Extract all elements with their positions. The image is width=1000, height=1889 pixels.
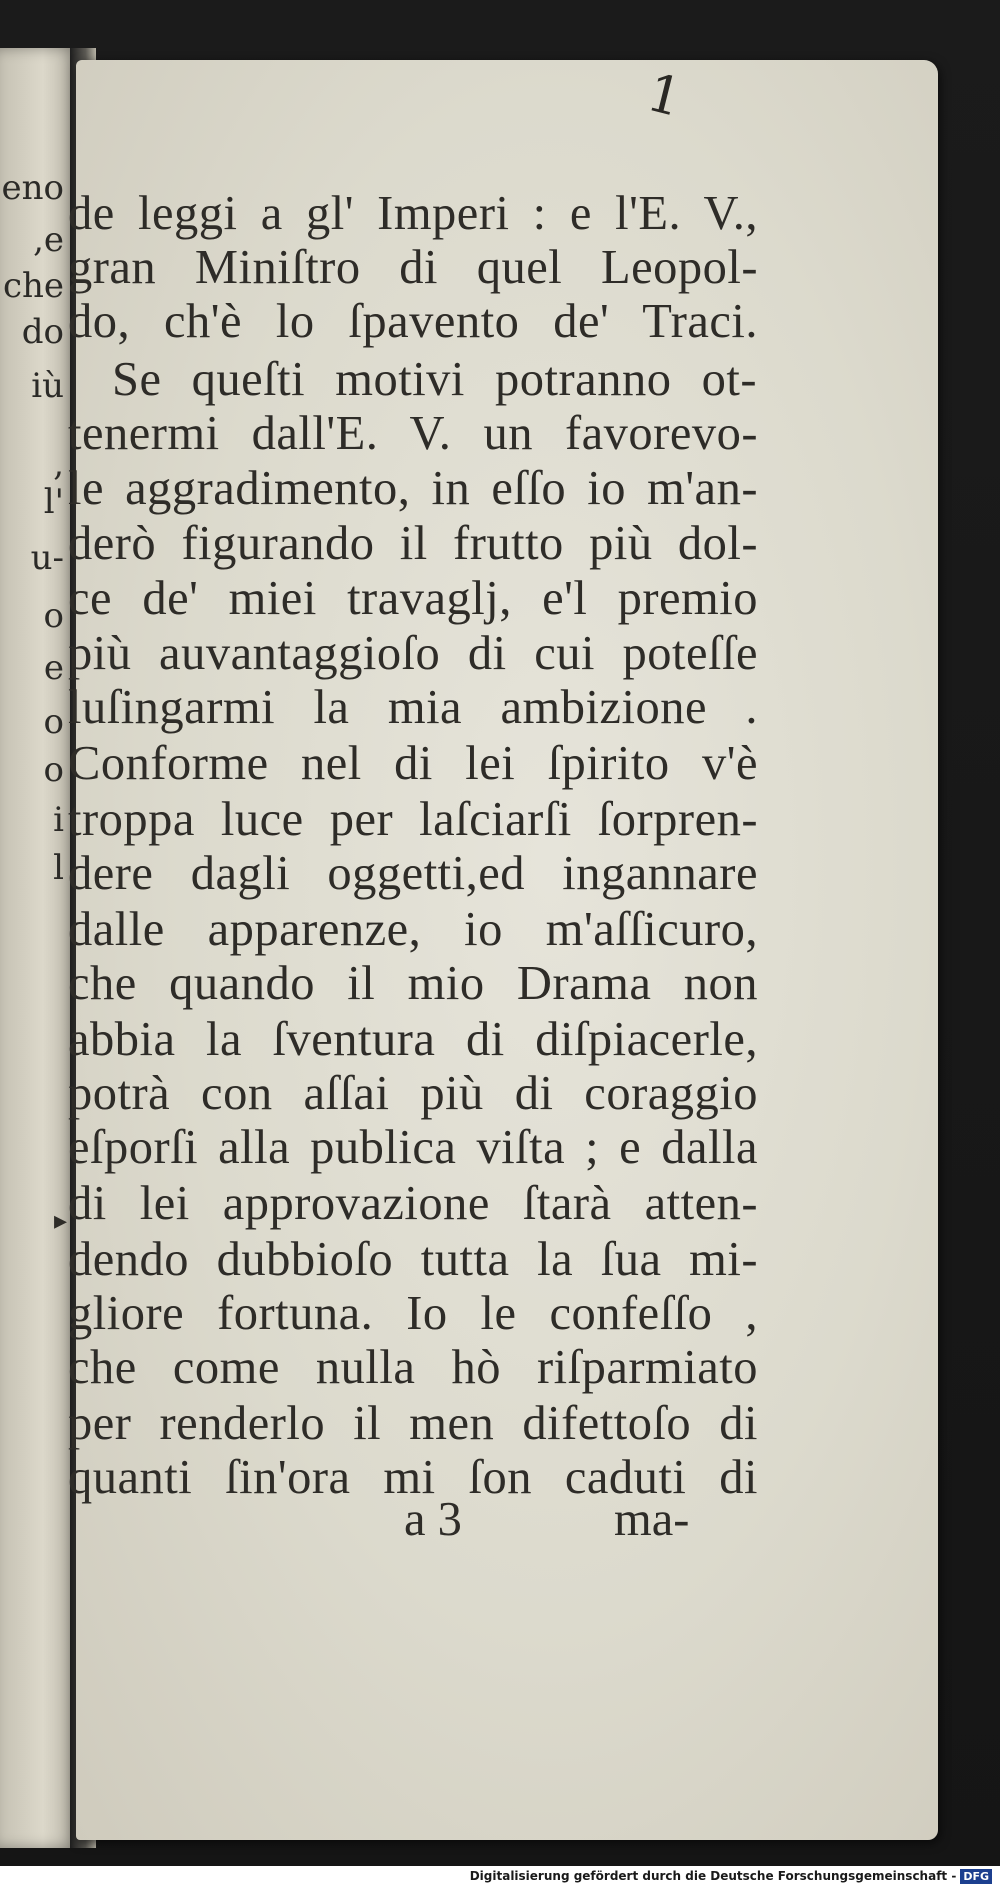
- facing-page-fragment: e: [43, 648, 64, 688]
- text-line: di lei approvazione ſtarà atten-: [68, 1177, 758, 1230]
- text-line: più auvantaggioſo di cui poteſſe: [68, 627, 758, 680]
- facing-page-fragment: o: [43, 596, 64, 636]
- signature-mark: a 3: [404, 1493, 462, 1546]
- text-line: ce de' miei travaglj, e'l premio: [68, 572, 758, 625]
- facing-page-fragment: che: [2, 266, 64, 306]
- facing-page-fragment: ,: [53, 444, 64, 484]
- text-line: troppa luce per laſciarſi ſorpren-: [68, 793, 758, 846]
- text-line: gran Miniſtro di quel Leopol-: [68, 241, 758, 294]
- text-line: che quando il mio Drama non: [68, 957, 758, 1010]
- text-line: dendo dubbioſo tutta la ſua mi-: [68, 1233, 758, 1286]
- text-line: dalle apparenze, io m'aſſicuro,: [68, 903, 758, 956]
- facing-page-fragment: do: [21, 312, 64, 352]
- facing-page-fragment: o: [43, 702, 64, 742]
- text-line: tenermi dall'E. V. un favorevo-: [68, 407, 758, 460]
- facing-page-fragment: l: [53, 848, 64, 888]
- book-page: [54, 60, 938, 1840]
- text-line: de leggi a gl' Imperi : e l'E. V.,: [68, 187, 758, 240]
- text-line: che come nulla hò riſparmiato: [68, 1341, 758, 1394]
- facing-page-edge: [0, 48, 78, 1848]
- text-line: Se queſti motivi potranno ot-: [112, 353, 757, 406]
- facing-page-fragment: i: [53, 800, 64, 840]
- catchword: ma-: [614, 1493, 690, 1546]
- signature-line: [404, 1492, 689, 1547]
- text-line: do, ch'è lo ſpavento de' Traci.: [68, 295, 758, 348]
- text-line: quanti ſin'ora mi ſon caduti di: [68, 1451, 758, 1504]
- footer-credit: [470, 1869, 992, 1884]
- margin-pointer-mark: ▸: [54, 1206, 68, 1236]
- text-line: potrà con aſſai più di coraggio: [68, 1067, 758, 1120]
- text-line: abbia la ſventura di diſpiacerle,: [68, 1013, 758, 1066]
- facing-page-fragment: ,e: [33, 220, 64, 260]
- text-line: per renderlo il men difettoſo di: [68, 1397, 758, 1450]
- facing-page-fragment: o: [43, 750, 64, 790]
- footer-credit-text: Digitalisierung gefördert durch die Deutsche Forschungsgemeinschaft -: [469, 1869, 957, 1883]
- text-line: dere dagli oggetti,ed ingannare: [68, 847, 758, 900]
- text-line: le aggradimento, in eſſo io m'an-: [68, 462, 758, 515]
- facing-page-fragment: l': [43, 482, 64, 522]
- facing-page-fragment: eno: [1, 168, 64, 208]
- digitization-footer: [0, 1866, 1000, 1889]
- facing-page-fragment: iù: [31, 366, 64, 406]
- text-line: eſporſi alla publica viſta ; e dalla: [68, 1121, 758, 1174]
- facing-page-fragment: u-: [30, 538, 64, 578]
- text-line: luſingarmi la mia ambizione .: [68, 681, 758, 734]
- text-line: Conforme nel di lei ſpirito v'è: [68, 737, 758, 790]
- dfg-logo-icon: DFG: [960, 1869, 992, 1884]
- page-folio: 1: [641, 62, 688, 130]
- text-line: derò figurando il frutto più dol-: [68, 517, 758, 570]
- text-line: gliore fortuna. Io le confeſſo ,: [68, 1287, 758, 1340]
